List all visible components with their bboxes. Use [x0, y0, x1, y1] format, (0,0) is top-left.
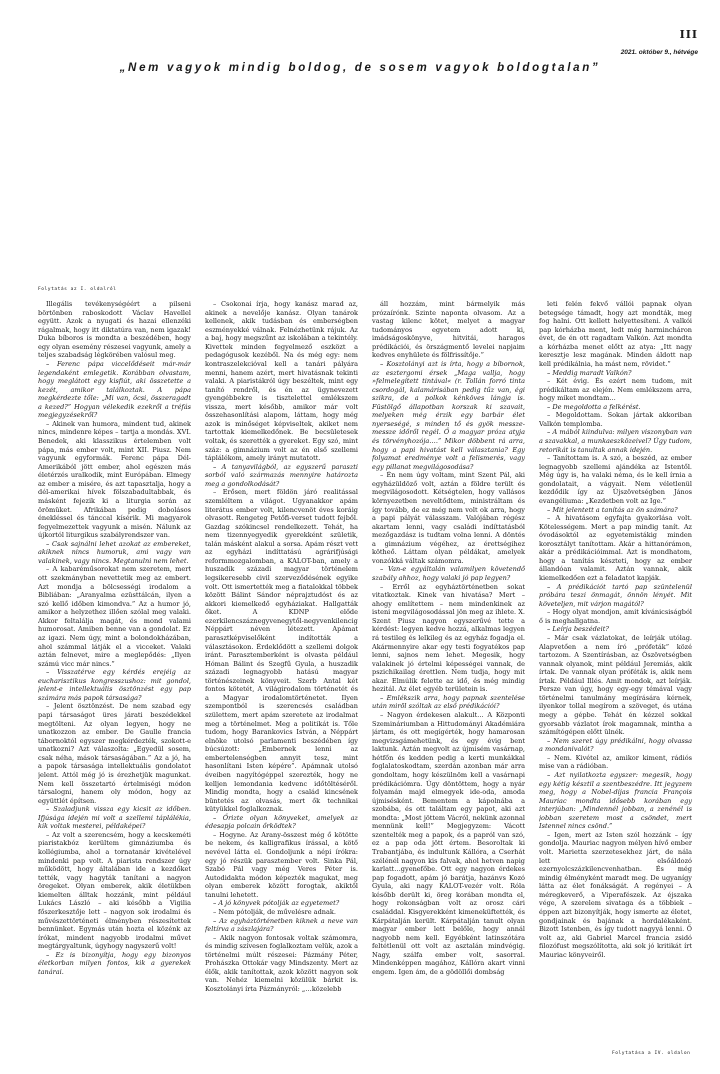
body-paragraph: – Akinek van humora, mindent tud, akinek nincs, mindenre képes – tartja a mondás. XVI. Benedek, aki klasszikus értelemben volt pápa, más ember volt, mint XII. Piusz. Nem vagyunk egyformák. Ferenc pápa Dél-Amerikából jött ember, ahol egészen más életérzés uralkodik, mint Európában. Elmegy az ember a misére, és azt tapasztalja, hogy a dél-amerikai hívek fölszabadultabbak, és másként fejezik ki a liturgia során az örömüket. Afrikában pedig dobolásos énekléssel és tánccal kísérik. Mi magyarok fegyelmezettek vagyunk a misén. Nálunk az újkortól liturgikus szabályrendszer van. — [38, 419, 191, 540]
body-paragraph: – Akik nagyon fontosak voltak számomra, és mindig szívesen foglalkoztam velük, azok a történelmi múlt részesei: Pázmány Péter, Prohászka Ottokár vagy Mindszenty. Mert az élők, akik tanítottak, azok között nagyon sok van. Nehéz kiemelni közülük bárkit is. Kosztolányi írta Pázmányról: „…közelebb — [205, 933, 358, 993]
body-paragraph: – Megoldottam. Sokan jártak akkoriban Valkón templomba. — [539, 411, 692, 428]
page-number: III — [679, 28, 698, 41]
body-paragraph: – Nem. Kivétel az, amikor kiment, rádiós mise van a rádióban. — [539, 753, 692, 771]
interview-question: – A prédikációt tartó pap szüntelenül próbára teszi önmagát, önnön lényét. Mit követeljen, mit várjon magától? — [539, 582, 692, 608]
body-paragraph: – Nagyon érdekesen alakult… A Központi Szemináriumban a Hittudományi Akadémiára jártam, és ott megígérték, hogy hamarosan megvizsgámehetünk, és egy évig bent laktunk. Aztán megvolt az újmisém vasárnap, hétfőn és kedden pedig a kerti munkákkal foglalatoskodtam, szerdán azonban már arra gondoltam, hogy készülnöm kell a vasárnapi prédikációmra. Úgy döntöttem, hogy a nyár folyamán majd elmegyek ide-oda, amoda újmisésként. Bementem a kápolnába a szobába, és ott találtam egy papot, aki azt mondta: „Most jöttem Vácról, nekünk azonnal mennünk kell!” Megjegyzem: Vácott szentelték meg a papok, és a papról van szó, ez a pap oda jött értem. Besoroltak ki Trabantjába, és indultunk Kállóra, a Cserhát szélénél nagyon kis falvak, ahol hetven napig karlatt…gyenefőbe. Ott egy nagyon érdekes pap fogadott, apám jó barátja, hazánvs Kozó Gyula, aki nagy KALOT-vezér volt. Róla később derült ki, öreg korában mondta el, hogy rokonságban volt az orosz cári családdal. Kisgyerekként kimeneküftették, és Kárpátalján került. Kárpátalján tanult olyan magyar ember lett belőle, hogy annál nagyobb nem kell. Egyébként latinszótára feltétlenül ott volt az asztalán mindvégig. Nagy, szálfa ember volt, sasorral. Mindenképpen magához, Kállóra akart vinni engem. Igen ám, de a gödöllői dombság — [372, 711, 525, 976]
continued-from-note: Folytatás az I. oldalról — [38, 287, 117, 292]
article-body — [38, 300, 698, 1044]
body-paragraph: – Csokonai írja, hogy kanász marad az, akinek a nevelője kanász. Olyan tanárok kellenek, akik tudásban és emberségben eszményekké válnak. Felnézhetünk rájuk. Az a baj, hogy megszűnt az iskolában a tekintély. Kivettek minden fegyelmező eszközt a pedagógusok kezéből. Na és még egy: nem kontraszelekcióval kell a tanári pályára menni, hanem azért, mert hivatásnak tekinti valaki. A piaristákról úgy beszéltek, mint egy tanító rendről, és én az ügynevezett gyengébbekre is tisztelettel emlékszem vissza, mert később, amikor már volt összehasonlítási alapom, láttam, hogy még azok is minőséget képviseltek, akiket nem tartottak kiemelkedőnek. Be becsületesek voltak, és szerették a gyereket. Egy szó, mint száz: a gimnázium volt az én első szellemi táplálékom, amely irányt mutatott. — [205, 300, 358, 463]
article-column-1 — [38, 300, 191, 1044]
body-paragraph: – Két évig. És ezért nem tudom, mit prédikáltam az elején. Nem emlékszem arra, hogy miket mondtam… — [539, 377, 692, 403]
interview-question: – Ez is bizonyítja, hogy egy bizonyos életkorban milyen fontos, kik a gyerekek tanárai. — [38, 950, 191, 976]
article-column-2 — [205, 300, 358, 1044]
interview-question: – A tanyavilágból, az egyszerű paraszti sorból való származás mennyire határozta meg a gondolkodását? — [205, 462, 358, 488]
interview-question: – Csak sajnálni lehet azokat az embereket, akiknek nincs humoruk, ami vagy van valakinek, vagy nincs. Megtanulni nem lehet. — [38, 539, 191, 565]
interview-question: – Leírja beszédeit? — [547, 625, 609, 634]
body-paragraph: – Hogy olyat mondjon, amit kívánicsiságból ő is meghallgatna. — [539, 608, 692, 625]
interview-question: – Emlékszik arra, hogy papnak szentelése után mirõl szóltak az első prédikációi? — [372, 693, 525, 711]
body-paragraph: – Nem pótolják, de művelésre adnak. — [213, 907, 336, 916]
interview-question: – Azt nyilatkozta egyszer: megesik, hogy egy kétig késztil a szentbeszédre. Itt jegyzem meg, hogy a Nobel-díjas francia François Mauriac mondta idősebb korában egy interjúban: „Mindennél jobban, a zenénél is jobban szeretem most a csöndet, mert Istennel nincs csönd.” — [539, 770, 692, 831]
interview-question: – Visszatérve egy kérdés erejéig az eucharisztikus kongresszushoz: mit gondol, jelent-e intellektuális ösztönzést egy pap számára más papok társasága? — [38, 668, 191, 702]
body-paragraph: – Az volt a szerencsém, hogy a kecskeméti piaristakbóz kerültem gimnáziumba és kollégiumba, ahol a tornatanár kivételével mindenki pap volt. A piarista rendszer úgy működött, hogy általában ide a kezdőket tették, vagy hagyták tanítani a nagyon öregeket. Olyan emberek, akik életükben kiemelten álltak hozzánk, mint például Lukács László – aki később a Vigilia főszerkesztője lett – nagyon sok irodalmi és művészettörténeti élményben részesítettek bennünket. Egymás után hozta el közénk az írókat, mindent nagyobb irodalmi művet megtárgyaltunk, úgyhogy nagyszerű volt! — [38, 830, 191, 951]
continued-to-note: Folytatása a IV. oldalon — [612, 1051, 691, 1056]
body-paragraph: áll hozzám, mint bármelyik más prózaírónk. Szinte naponta olvasom. Az a vastag kilenc kötet, melyet a magyar tudományos egyetem adott ki, imádságoskönyve, hitvitái, haragos prédikációi, és örszágmentő levelei napjaim kedves enyhülete és fölfrissítője.” — [372, 300, 525, 360]
body-paragraph: – Erősen, mert földön járó realitással szemléltem a világot. Ugyanakkor apám literátus ember volt, kilencvenöt éves koráig olvasott. Rengeteg Petőfi-verset tudott fejből. Gazdag szókincsel rendelkezett. Tehát, ha nem tizennyegyedik gyerekként születik, talán másként alakul a sorsa. Apám részt vett az egyházi indíttatású agrárifjúsági reformmozgalomban, a KALOT-ban, amely a huszadik századi magyar történelem legsikeresebb civil szerveződésének egyike volt. Ott ismertették meg a fiatalokkal többek között Bálint Sándor néprajztudóst és az akkori kiemelkedő egyháziakat. Hallgatták őket. A KDNP előde ezerkilencszáznegyvenegytől-negyvenkilencig Néppárt néven létezett. Apámat parasztképviselőként indították a választásokon. Érdeklődött a szellemi dolgok iránt. Parasztemberként is olvasta például Hóman Bálint és Szegfű Gyula, a huszadik századi legnagyobb hatású magyar történészeinek könyveit. Szerb Antal két fontos kötetét, A világirodalom történetét és a Magyar irodalomtörténetet. Ilyen szempontból is szerencsés családban születtem, mert apám szeretete az irodalmat meg a történelmet. Meg a politikát is. Tőle tudom, hogy Barankovics István, a Néppárt elnöke utolsó parlamenti beszédében így búcsúzott: „Embernek lenni az embertelenségben annyit tesz, mint hasonlítani Isten képére”. Apámnak utolsó éveiben nagyítógéppel szerezték, hogy ne kelljen lemondania kedvenc időtöltéséről. Mindig mondta, hogy a család kincsének büntetés az olvasás, mert ők technikai kütyükkel foglalkoznak. — [205, 488, 358, 814]
body-paragraph: – Én nem úgy voltam, mint Szent Pál, aki egyházüldöző volt, aztán a földre terült és megvilágosodott. Kétségtelen, hogy vallásos környezetben neveltődtem, ministráltam és így tovább, de ez még nem volt ok arra, hogy a papi pályát válasszam. Valójában régész akartam lenni, vagy családi indíttatásból mezőgazdász is tudtam volna lenni. A döntés a gimnázium végéhez, az érettségihez kötheő. Láttam olyan példákat, amelyek vonzókká váltak számomra. — [372, 471, 525, 565]
body-paragraph: – A kabaréműsorokat nem szeretem, mert ott szekmányban nevettetik meg az embert. Azt mondja a bölcsességi irodalom a Bibliában: „Aranyalma ezüsttálcán, ilyen a szó kellő időben kimondva.” Az a humor jó, amikor a helyzethez illően szólal meg valaki. Akkor feltalálja magát, és mond valami humorosat. Amiben benne van a gondolat. Ez az igazi. Nem úgy, mint a bolondokházában, ahol számmal látják el a vicceket. Valaki aztán felnevet, mire a meglepődés: „Ilyen számú vicc már nincs.” — [38, 565, 191, 668]
interview-question: – De megoldotta a felkérést. — [547, 402, 641, 411]
interview-question: – Ferenc pápa viccelődéseit már-már legendaként emlegetik. Korábban olvastam, hogy meglátott egy kisfiút, aki összetette a kezét, amikor találkoztak. A pápa megkérdezte tőle: „Mi van, öcsi, összeragadt a kezed?” Hogyan vélekedik ezekről a tréfás megjegyzésekről? — [38, 359, 191, 420]
issue-date: 2021. október 9., hétvége — [620, 49, 698, 56]
body-paragraph: – Erről az egyháztörténetben sokat vitatkoztak. Kinek van hivatása? Mert – ahogy említettem – nem mindenkinek az isteni megvilágosodással jön meg az ihlete. X. Szent Piusz nagyon egyszerűvé tette a kérdést: legyen kedve hozzá, alkalmas legyen rá testileg és lelkileg és az egyház fogadja el. Akármennyire akar egy testi fogyatékos pap lenni, sajnos nem lehet. Megesik, hogy valakinek jó értelmi képességei vannak, de pszichikailag érettlen. Nem tudja, hogy mit akar. Elmúlik felette az idő, és még mindig hezitál. Az élet egyéb területein is. — [372, 582, 525, 694]
interview-question: – A jó könyvek pótolják az egyetemet? — [213, 899, 340, 908]
body-paragraph: – Tanítottam is. A szó, a beszéd, az ember legnagyobb szellemi ajándéka az Istentől. Még úgy is, ha valaki néma, és le kell írnia a gondolatait, a vágyait. Nem véletlenül kezdődik így az Újszövetségben János evangéliuma: „Kezdetben volt az Ige.” — [539, 454, 692, 505]
article-headline: „Nem vagyok mindig boldog, de sosem vagyok boldogtalan” — [119, 62, 601, 74]
interview-question: – Kosztolányi azt is írta, hogy a bíbornok, az esztergomi érsek „Maga vallja, hogy »felmelegített tintával« (r. Tollán forró tinta csordogál, kalamárisában pedig tűz van, égi szikra, de a polkok kénköves lángja is. Füstölgő állapotban korszak ki szavait, melyeken még érzik egy barbár élet nyerseségé, s minden tő és gyök messze-messze időről regél. Ő a magyar próza atyja és törvényhozója….” Mikor döbbent rá arra, hogy a papi hivatást kell választania? Egy folyamat eredménye volt a felismerés, vagy egy pillanat megvilágosodása? — [372, 359, 525, 471]
interview-question: – Nem szeret úgy prédikálni, hogy olvassa a mondanivalót? — [539, 736, 692, 754]
body-paragraph: leti felén fekvő vállói papnak olyan betegsége támadt, hogy azt mondták, meg fog halni. Ott kellett helyettesíteni. A valkói pap kórházba ment, ledt még harmincháron évet, de én ott ragadtam Valkón. Azt mondta a kórházba menet előtt az atya: „Itt nagy keresztje lesz magának. Minden áldott nap kell prédikálnia, ha mást nem, rövidet.” — [539, 300, 692, 368]
article-column-3 — [372, 300, 525, 1044]
body-paragraph: – A hivatásom egyfajta gyakorlása volt. Kötelességem. Mert a pap mindig tanít. Az óvodásoktól az egyetemistákig minden korosztályt tanítottam. Akár a hittanórámon, akár a prédikációimmal. Azt is mondhatom, hogy a tanítás készteti, hogy az ember állandóan valamit. Aztán vannak, akik kiemelkedően ezt a feladatot kapják. — [539, 514, 692, 582]
body-paragraph: – Igen, mert az Isten szól hozzánk – így gondolja. Mauriac nagyon mélyen hívő ember volt. Marietta szerzetesekhez járt, de nála lett elsőáldozó ezernyolcszázkilencvenhatban. És még mindig élményként maradt meg. De ugyanígy látta az élet fonákságát. A regényei – A méregkeverő, a Viperafészek. Az éjszaka vége, A szerelem sivataga és a többiek – éppen azt bizonyítják, hogy ismerte az életet, gondjainak és bajának a hordalékaként. Bizott Istenben, és így tudott nagyyá lenni. Ő volt az, aki Gabriel Marcel francia zsidó filozófust megszólította, aki sok jó kritikát írt Mauriac könyveiről. — [539, 830, 692, 959]
interview-question: – Van-e egyáltalán valamilyen követendő szabály ahhoz, hogy valaki jó pap legyen? — [372, 565, 525, 582]
body-paragraph: – Hogyne. Az Arany-összest még ő kötötte be nekem, és kalligrafikus írással, a kötő nevével látta el. Gondoljunk a népi írókra: egy jó részük parasztember volt. Sinka Pál, Szabó Pál vagy még Veres Péter is. Autodidakta módon képezték magukat, meg olyan emberek között forogtak, akiktől tanulni lehetett. — [205, 830, 358, 899]
interview-question: – A mából kiindulva: milyen viszonyban van a szavakkal, a munkaeszközeivel? Úgy tudom, retorikát is tanultak annak idején. — [539, 428, 692, 454]
interview-question: – Az egyháztörténetben kiknek a neve van feltírva a zászlajára? — [205, 916, 358, 934]
body-paragraph: – Már csak vázlatokat, de leírják utólag. Alapvetően a nem író „prófeták” közé tartozom. A Szentírásban, az Ószövetségben vannak olyanok, mint például Jeremiás, akik írtak. De vannak olyan próféták is, akik nem írtak. Például Illés. Amit mondok, azt leírják. Persze van úgy, hogy egy-egy témával vagy történelmi tanulmány megírására kérnek, ilyenkor tollal megírom a szöveget, és utána megy a gépbe. Tehát én kézzel sokkal gyorsabb vázlatot írok magamnak, mintha a számítógépen előtt ülnék. — [539, 633, 692, 737]
body-paragraph: – Jelent ösztönzést. De nem szabad egy papi társaságot üres járati beszédekkel megtölteni. Az olyan legyen, hogy ne unatkozzon az ember. De Gaulle francia tábornoktól egyszer megkérdezték, szokott-e unatkozni? Azt válaszolta: „Egyedül sosem, csak néha, mások társaságában.” Az a jó, ha a papok társasága intellektuális gondolatot jelent. Attól még jó is érezhetjük magunkat. Nem kell összetartó értelmiségi módon társalogni, hanem oly módon, hogy az együttlét építsen. — [38, 702, 191, 805]
article-column-4 — [539, 300, 692, 1044]
interview-question: – Szaladjunk vissza egy kicsit az időben. Ifjúsága idején mi volt a szellemi táplálékia, kik voltak mesterei, példaképei? — [38, 805, 191, 831]
body-paragraph: Illegális tevékenységéért a pilseni börtönben raboskodott Václav Havellel együtt. Azok a nyugati és hazai ellenzéki rágalmak, hogy itt diktatúra van, nem igazak! Duka bíboros is mondta a beszédében, hogy egy olyan esemény részesei vagyunk, amely a teljes szabadság légkörében valósul meg. — [38, 300, 191, 360]
interview-question: – Őrizte olyan könyveket, amelyek az édesapja polcain őrködtek? — [205, 813, 358, 831]
interview-question: – Meddig maradt Valkón? — [547, 368, 632, 377]
interview-question: – Mit jelentett a tanítás az ön számára? — [547, 505, 678, 514]
